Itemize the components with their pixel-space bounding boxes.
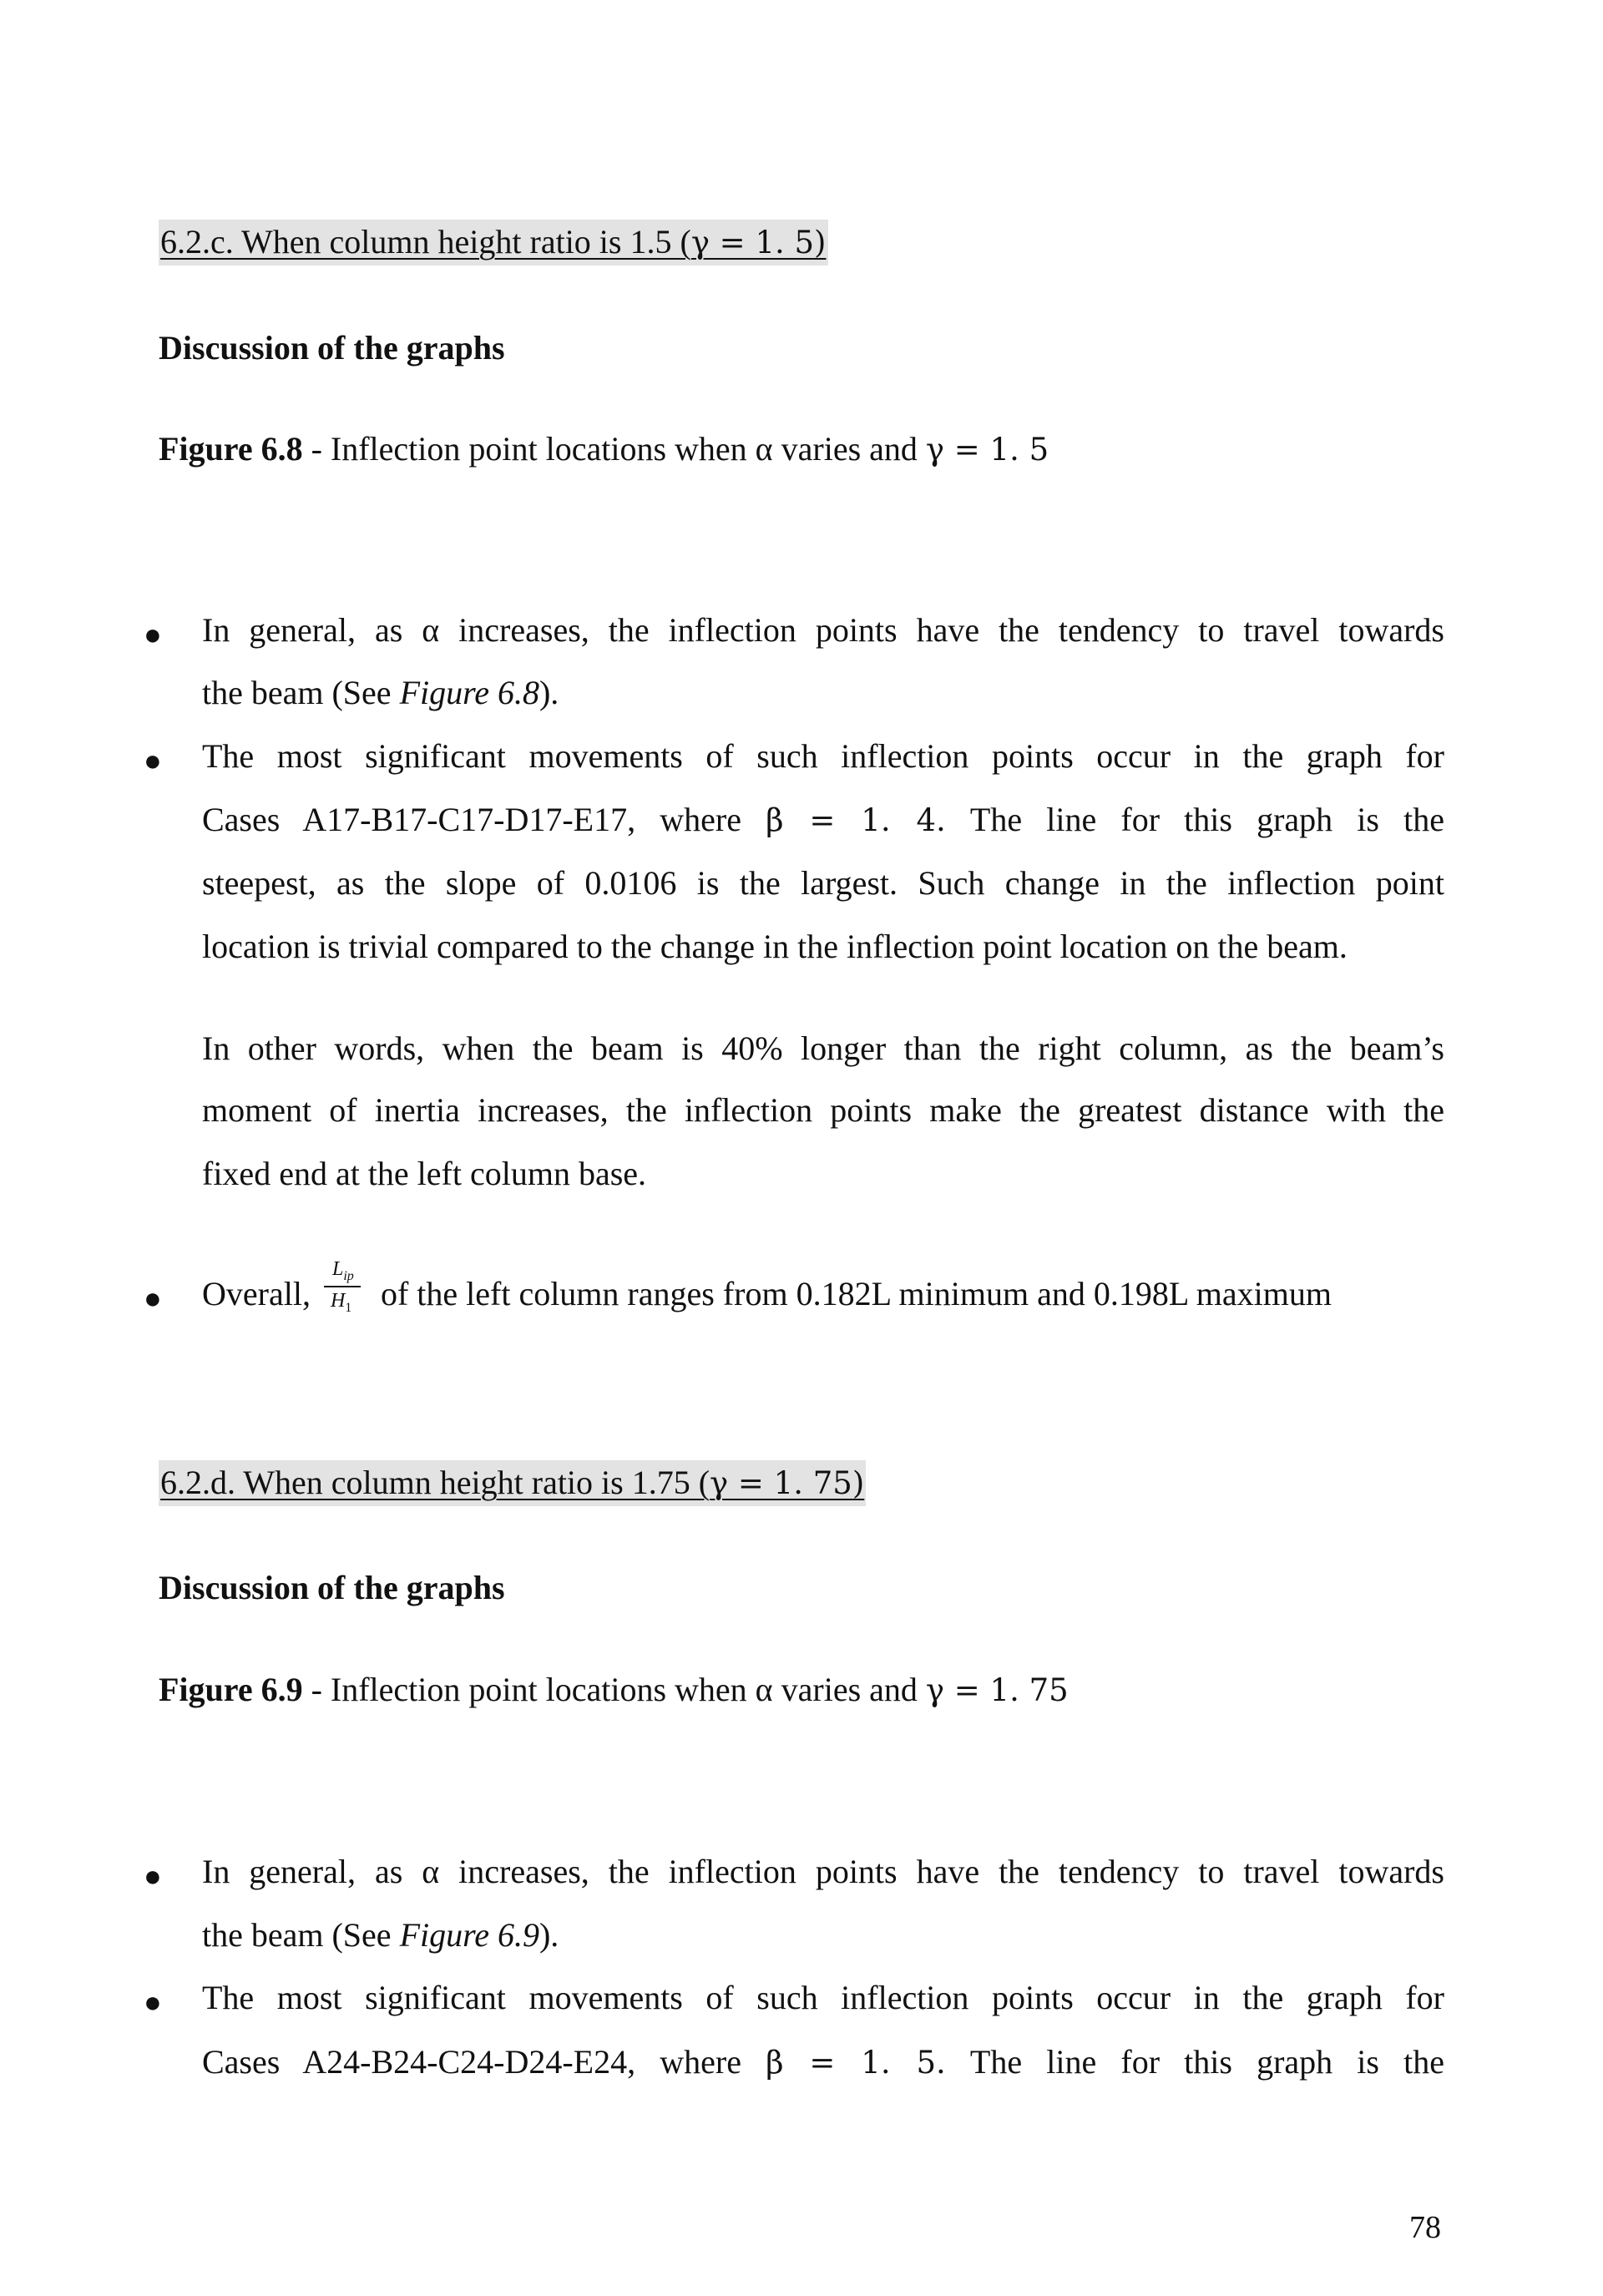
section-heading-6-2-d (159, 1466, 866, 1499)
discussion-heading: Discussion of the graphs (159, 329, 505, 367)
text-run: Overall, (202, 1275, 319, 1312)
section-heading-6-2-c (159, 225, 828, 259)
bullet-marker: ● (144, 1282, 162, 1315)
paragraph-line-1: In other words, when the beam is 40% longer than the right column, as the beam’s (202, 1029, 1444, 1067)
discussion-heading: Discussion of the graphs (159, 1569, 505, 1606)
figure-caption-6-8 (159, 432, 1049, 466)
text-run: Cases A17-B17-C17-D17-E17, where (202, 801, 766, 838)
text-run: ). (539, 1916, 559, 1954)
text-run: of the left column ranges from 0.182L minimum and 0.198L maximum (372, 1275, 1332, 1312)
fraction-lip-over-h1 (319, 1257, 372, 1315)
bullet-2-line-2 (202, 2043, 1444, 2081)
paragraph-line-3: fixed end at the left column base. (202, 1155, 647, 1192)
figure-label: Figure 6.9 (159, 1671, 303, 1708)
figure-caption-math: γ = 1. 5 (925, 432, 1049, 468)
bullet-marker: ● (144, 1985, 162, 2019)
text-run: the beam (See (202, 1916, 400, 1954)
bullet-2-line-2 (202, 803, 1444, 837)
math-run: β = 1. 5. (766, 2045, 946, 2081)
heading-text: 6.2.c. When column height ratio is 1.5 ( (160, 223, 691, 260)
text-run: ). (539, 674, 559, 711)
text-run: The line for this graph is the (945, 801, 1444, 838)
bullet-2-line-3: steepest, as the slope of 0.0106 is the largest. Such change in the inflection point (202, 864, 1444, 902)
bullet-1-line-1: In general, as α increases, the inflection points have the tendency to travel towards (202, 611, 1444, 649)
figure-label: Figure 6.8 (159, 430, 303, 468)
fraction-bar (324, 1286, 361, 1287)
bullet-marker: ● (144, 744, 162, 777)
bullet-marker: ● (144, 1859, 162, 1893)
fraction-denominator (331, 1291, 351, 1315)
text-run: The line for this graph is the (945, 2043, 1444, 2081)
figure-reference: Figure 6.9 (399, 1916, 539, 1954)
figure-reference: Figure 6.8 (399, 674, 539, 711)
bullet-2-line-4: location is trivial compared to the change in the inflection point location on the beam. (202, 928, 1348, 965)
figure-caption-6-9 (159, 1673, 1069, 1707)
text-run: Cases A24-B24-C24-D24-E24, where (202, 2043, 766, 2081)
figure-caption-text: - Inflection point locations when α varies and (302, 430, 926, 468)
bullet-2-line-1: The most significant movements of such inflection points occur in the graph for (202, 737, 1444, 775)
fraction-numerator (332, 1259, 354, 1283)
numerator-symbol: L (331, 1257, 344, 1280)
denominator-subscript: 1 (345, 1300, 352, 1315)
denominator-symbol: H (330, 1289, 346, 1312)
bullet-1-line-1: In general, as α increases, the inflection points have the tendency to travel towards (202, 1853, 1444, 1890)
paragraph-line-2: moment of inertia increases, the inflection points make the greatest distance with the (202, 1091, 1444, 1129)
text-run: the beam (See (202, 674, 400, 711)
figure-caption-text: - Inflection point locations when α varies and (302, 1671, 926, 1708)
heading-text: 6.2.d. When column height ratio is 1.75 ( (160, 1464, 710, 1501)
bullet-1-line-2 (202, 1916, 559, 1954)
math-run: β = 1. 4. (766, 802, 946, 838)
heading-math: γ = 1. 75) (710, 1465, 865, 1501)
page-number: 78 (1409, 2210, 1441, 2245)
bullet-1-line-2 (202, 676, 559, 710)
numerator-subscript: ip (343, 1268, 354, 1283)
bullet-marker: ● (144, 618, 162, 651)
bullet-2-line-1: The most significant movements of such inflection points occur in the graph for (202, 1979, 1444, 2016)
bullet-3-line-1 (202, 1257, 1332, 1315)
heading-math: γ = 1. 5) (690, 225, 827, 260)
figure-caption-math: γ = 1. 75 (925, 1672, 1069, 1708)
